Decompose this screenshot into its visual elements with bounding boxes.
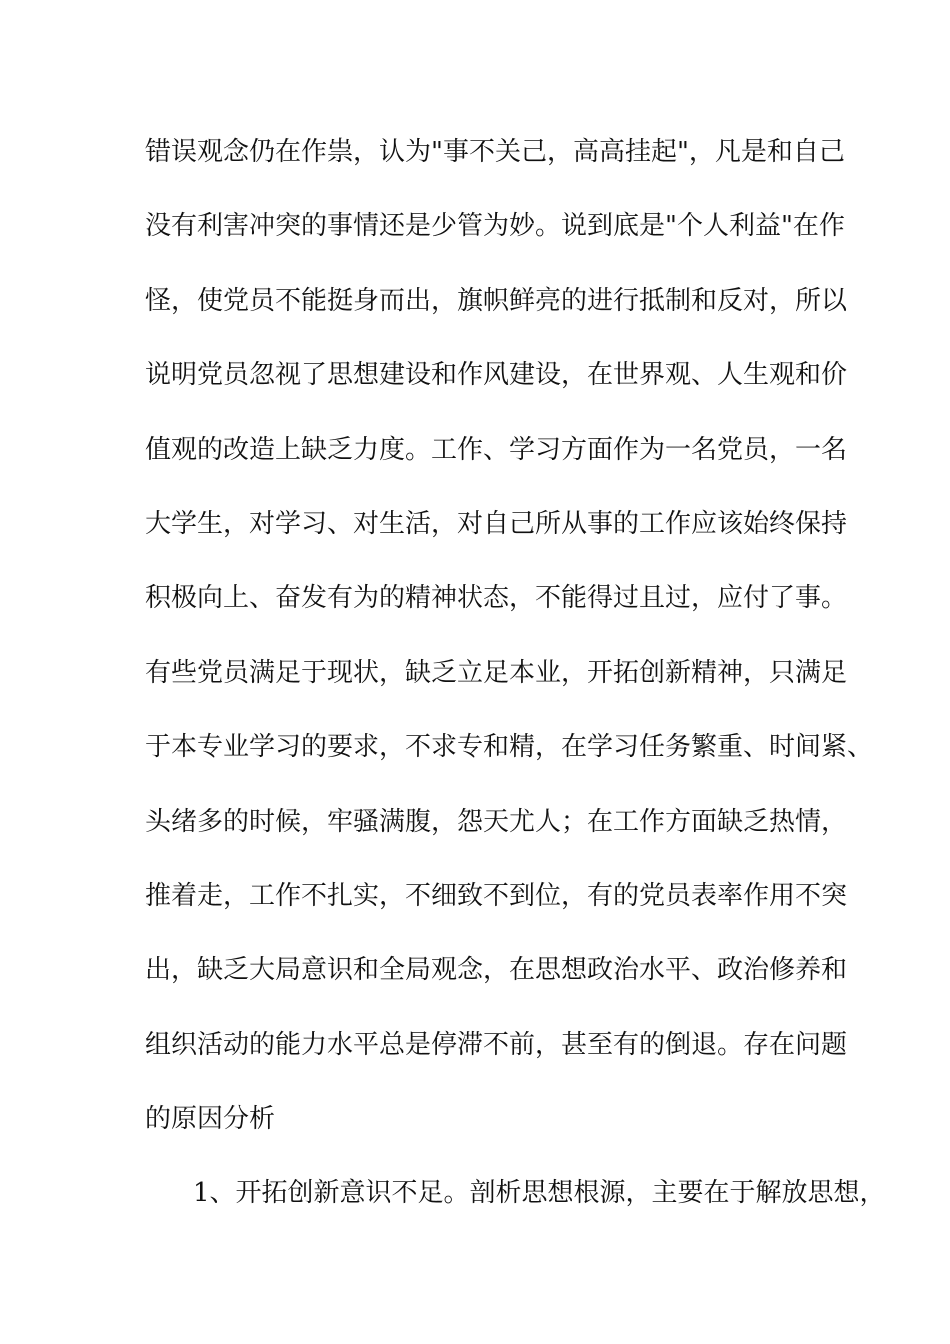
numbered-paragraph-line: 1、开拓创新意识不足。剖析思想根源，主要在于解放思想，: [193, 1178, 886, 1209]
text-line: 值观的改造上缺乏力度。工作、学习方面作为一名党员，一名: [145, 434, 848, 465]
text-line: 积极向上、奋发有为的精神状态，不能得过且过，应付了事。: [145, 583, 848, 614]
body-text: [145, 128, 886, 1244]
text-line: 错误观念仍在作祟，认为"事不关己，高高挂起"，凡是和自己: [145, 137, 845, 167]
text-line: 出，缺乏大局意识和全局观念，在思想政治水平、政治修养和: [145, 955, 848, 986]
text-line: 推着走，工作不扎实，不细致不到位，有的党员表率作用不突: [145, 880, 848, 911]
text-line: 大学生，对学习、对生活，对自己所从事的工作应该始终保持: [145, 508, 848, 539]
section-heading-line: 的原因分析: [145, 1104, 276, 1135]
text-line: 说明党员忽视了思想建设和作风建设，在世界观、人生观和价: [145, 360, 848, 391]
text-line: 有些党员满足于现状，缺乏立足本业，开拓创新精神，只满足: [145, 657, 848, 688]
text-line: 没有利害冲突的事情还是少管为妙。说到底是"个人利益"在作: [145, 211, 845, 242]
text-line: 怪，使党员不能挺身而出，旗帜鲜亮的进行抵制和反对，所以: [145, 285, 848, 316]
text-line: 于本专业学习的要求，不求专和精，在学习任务繁重、时间紧、: [145, 732, 874, 763]
text-line: 组织活动的能力水平总是停滞不前，甚至有的倒退。存在问题: [145, 1029, 848, 1060]
text-line: 头绪多的时候，牢骚满腹，怨天尤人；在工作方面缺乏热情，: [145, 806, 848, 837]
